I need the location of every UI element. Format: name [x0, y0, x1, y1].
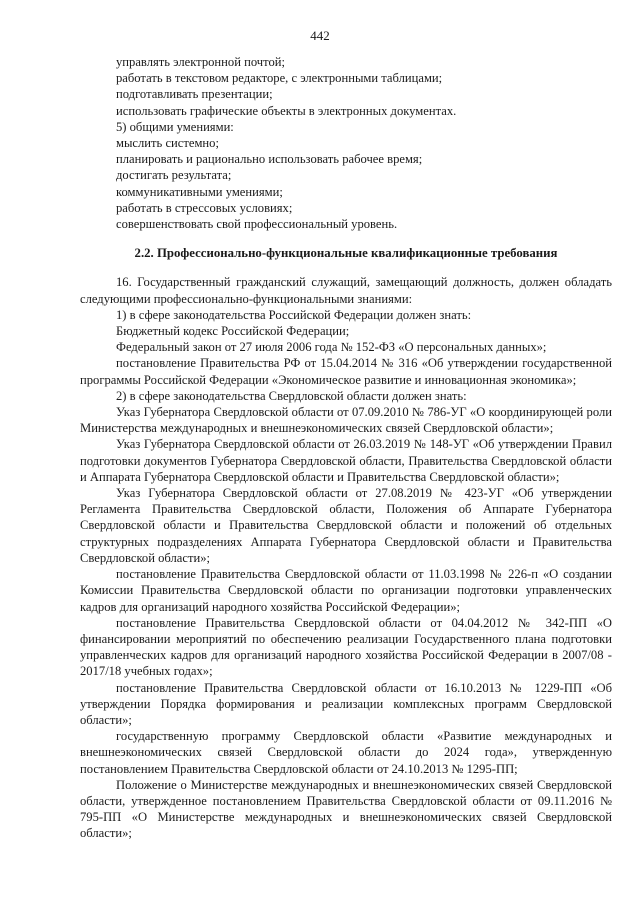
page-number: 442 — [310, 28, 330, 43]
paragraph: Указ Губернатора Свердловской области от 07.09.2010 № 786-УГ «О координирующей роли Министерства международных и внешнеэкономических связей Свердловской области»; — [80, 405, 612, 436]
paragraph: Бюджетный кодекс Российской Федерации; — [116, 324, 350, 339]
section-heading: 2.2. Профессионально-функциональные квалификационные требования — [134, 246, 558, 261]
list-item: 5) общими умениями: — [116, 119, 234, 134]
skills-list — [116, 54, 612, 232]
paragraph: Указ Губернатора Свердловской области от 27.08.2019 № 423-УГ «Об утверждении Регламента Правительства Свердловской области, Положения об Аппарате Губернатора Свердловской области и Правительства Свердловской области и положений об отдельных структурных подразделениях Аппарата Губернатора Свердловской области и Правительства Свердловской области»; — [80, 486, 612, 565]
paragraph: Положение о Министерстве международных и внешнеэкономических связей Свердловской области, утвержденное постановлением Правительства Свердловской области от 09.11.2016 № 795-ПП «О Министерстве международных и внешнеэкономических связей Свердловской области»; — [80, 777, 612, 841]
list-item: подготавливать презентации; — [116, 87, 273, 102]
paragraph: государственную программу Свердловской области «Развитие международных и внешнеэкономических связей Свердловской области до 2024 года», утвержденную постановлением Правительства Свердловской области от 24.10.2013 № 1295-ПП; — [80, 729, 612, 776]
paragraph: Федеральный закон от 27 июля 2006 года № 152-ФЗ «О персональных данных»; — [116, 340, 547, 355]
list-item: использовать графические объекты в электронных документах. — [116, 103, 457, 118]
list-item: достигать результата; — [116, 168, 232, 183]
list-item: работать в стрессовых условиях; — [116, 200, 293, 215]
paragraph: 1) в сфере законодательства Российской Федерации должен знать: — [116, 307, 472, 322]
paragraph: постановление Правительства РФ от 15.04.2014 № 316 «Об утверждении государственной программы Российской Федерации «Экономическое развитие и инновационная экономика»; — [80, 356, 612, 387]
list-item: коммуникативными умениями; — [116, 184, 283, 199]
paragraph: постановление Правительства Свердловской области от 11.03.1998 № 226-п «О создании Комиссии Правительства Свердловской области по организации подготовки управленческих кадров для организаций народного хозяйства Российской Федерации»; — [80, 567, 612, 614]
paragraph: 16. Государственный гражданский служащий, замещающий должность, должен обладать следующими профессионально-функциональными знаниями: — [80, 275, 612, 306]
list-item: совершенствовать свой профессиональный уровень. — [116, 217, 398, 232]
paragraph: Указ Губернатора Свердловской области от 26.03.2019 № 148-УГ «Об утверждении Правил подготовки документов Губернатора Свердловской области, Правительства Свердловской области и Аппарата Губернатора Свердловской области и Правительства Свердловской области»; — [80, 437, 612, 484]
paragraph: 2) в сфере законодательства Свердловской области должен знать: — [116, 388, 467, 403]
list-item: мыслить системно; — [116, 136, 219, 151]
paragraph: постановление Правительства Свердловской области от 04.04.2012 № 342-ПП «О финансировании мероприятий по обеспечению реализации Государственного плана подготовки управленческих кадров для организаций народного хозяйства Российской Федерации в 2007/08 - 2017/18 учебных годах»; — [80, 615, 612, 679]
list-item: планировать и рационально использовать рабочее время; — [116, 152, 423, 167]
page-content — [80, 54, 612, 842]
list-item: управлять электронной почтой; — [116, 55, 286, 69]
paragraph: постановление Правительства Свердловской области от 16.10.2013 № 1229-ПП «Об утверждении Порядка формирования и реализации комплексных программ Свердловской области»; — [80, 680, 612, 727]
list-item: работать в текстовом редакторе, с электронными таблицами; — [116, 71, 443, 86]
